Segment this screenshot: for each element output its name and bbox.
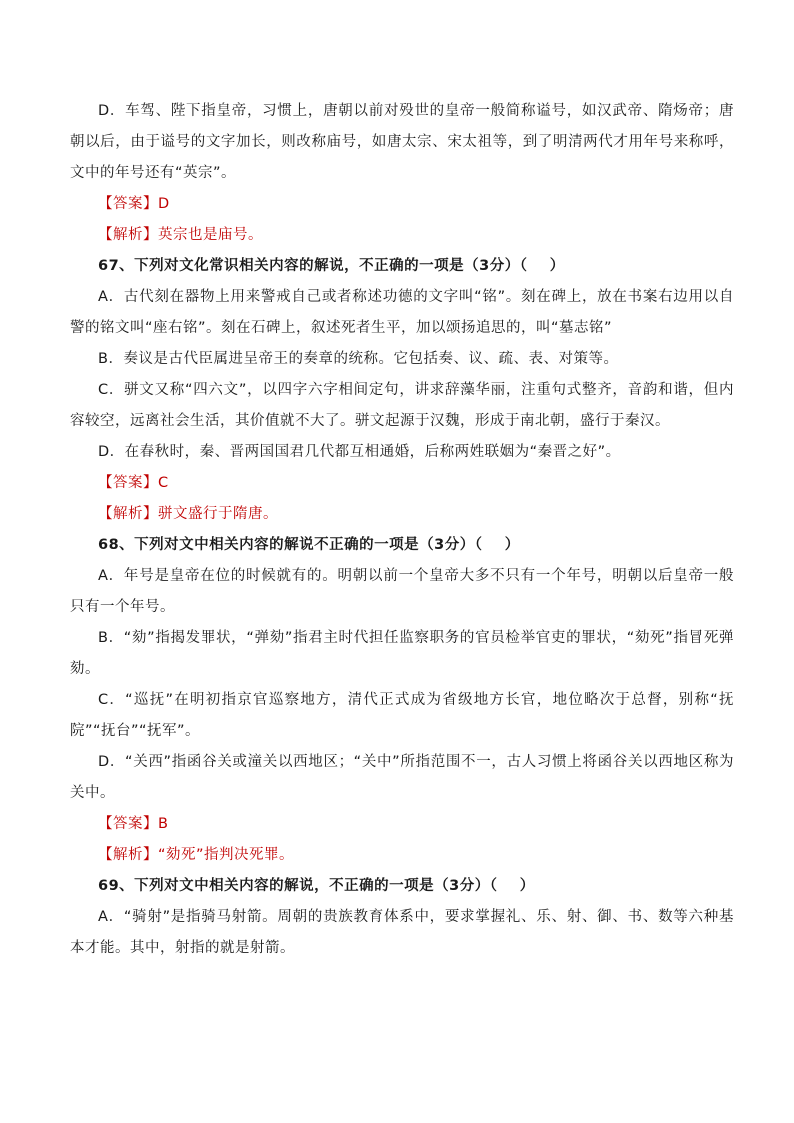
answer-value: D	[158, 196, 170, 212]
answer-option: C．“巡抚”在明初指京官巡察地方，清代正式成为省级地方长官，地位略次于总督，别称“抚院”“抚台”“抚军”。	[70, 692, 734, 739]
answer-label: 【答案】	[98, 816, 158, 832]
answer-line	[70, 189, 734, 220]
analysis-line	[70, 499, 734, 530]
answer-option: C．骈文又称“四六文”，以四字六字相间定句，讲求辞藻华丽，注重句式整齐，音韵和谐，但内容较空，远离社会生活，其价值就不大了。骈文起源于汉魏，形成于南北朝，盛行于秦汉。	[70, 382, 734, 429]
answer-line	[70, 809, 734, 840]
analysis-line	[70, 220, 734, 251]
answer-line	[70, 468, 734, 499]
answer-option: A．年号是皇帝在位的时候就有的。明朝以前一个皇帝大多不只有一个年号，明朝以后皇帝一般只有一个年号。	[70, 568, 734, 615]
answer-option: A．古代刻在器物上用来警戒自己或者称述功德的文字叫“铭”。刻在碑上，放在书案右边用以自警的铭文叫“座右铭”。刻在石碑上，叙述死者生平，加以颂扬追思的，叫“墓志铭”	[70, 289, 734, 336]
answer-value: B	[158, 816, 169, 832]
question-stem: 67、下列对文化常识相关内容的解说，不正确的一项是（3分）（ ）	[98, 258, 565, 274]
question-stem: 68、下列对文中相关内容的解说不正确的一项是（3分）（ ）	[98, 537, 520, 553]
analysis-text: “劾死”指判决死罪。	[158, 847, 295, 863]
question-stem: 69、下列对文中相关内容的解说，不正确的一项是（3分）（ ）	[98, 878, 535, 894]
answer-option: D．“关西”指函谷关或潼关以西地区；“关中”所指范围不一，古人习惯上将函谷关以西地区称为关中。	[70, 754, 734, 801]
analysis-text: 骈文盛行于隋唐。	[158, 506, 278, 522]
answer-option: D．在春秋时，秦、晋两国国君几代都互相通婚，后称两姓联姻为“秦晋之好”。	[98, 444, 621, 460]
answer-option: A．“骑射”是指骑马射箭。周朝的贵族教育体系中，要求掌握礼、乐、射、御、书、数等六种基本才能。其中，射指的就是射箭。	[70, 909, 734, 956]
answer-label: 【答案】	[98, 196, 158, 212]
analysis-label: 【解析】	[98, 847, 158, 863]
document-content	[70, 96, 734, 964]
analysis-line	[70, 840, 734, 871]
analysis-text: 英宗也是庙号。	[158, 227, 263, 243]
analysis-label: 【解析】	[98, 506, 158, 522]
answer-option: B．“劾”指揭发罪状，“弹劾”指君主时代担任监察职务的官员检举官吏的罪状，“劾死”指冒死弹劾。	[70, 630, 734, 677]
answer-option: B．奏议是古代臣属进呈帝王的奏章的统称。它包括奏、议、疏、表、对策等。	[98, 351, 619, 367]
analysis-label: 【解析】	[98, 227, 158, 243]
answer-label: 【答案】	[98, 475, 158, 491]
answer-option: D．车驾、陛下指皇帝，习惯上，唐朝以前对殁世的皇帝一般简称谥号，如汉武帝、隋炀帝；唐朝以后，由于谥号的文字加长，则改称庙号，如唐太宗、宋太祖等，到了明清两代才用年号来称呼，文中的年号还有“英宗”。	[70, 103, 734, 181]
answer-value: C	[158, 475, 169, 491]
